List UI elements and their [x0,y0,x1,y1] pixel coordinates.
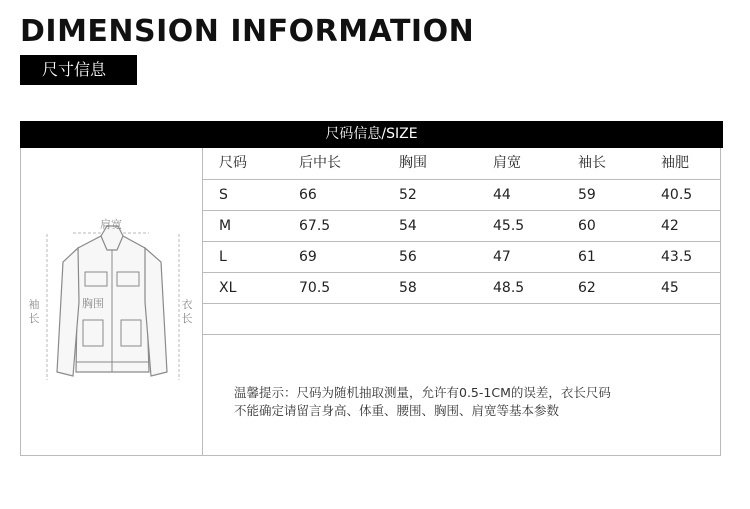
table-cell: 59 [578,187,596,203]
measurement-note [234,384,611,420]
column-header: 尺码 [219,155,247,171]
table-cell: 69 [299,249,317,265]
note-line-2: 不能确定请留言身高、体重、腰围、胸围、肩宽等基本参数 [234,403,560,418]
column-header: 胸围 [399,155,427,171]
size-table [203,148,721,335]
table-cell: 40.5 [661,187,693,203]
table-cell: 43.5 [661,249,693,265]
table-cell: 66 [299,187,317,203]
column-header: 肩宽 [493,155,521,171]
table-cell: 56 [399,249,417,265]
note-line-1: 温馨提示：尺码为随机抽取测量，允许有0.5-1CM的误差，衣长尺码 [234,385,611,400]
table-cell: 58 [399,280,417,296]
table-cell: 47 [493,249,511,265]
jacket-diagram [21,200,201,400]
table-cell: L [219,249,227,265]
column-header: 后中长 [299,155,341,171]
sleeve-label-1: 袖 [28,298,40,311]
length-label-1: 衣 [181,298,193,311]
size-card [20,121,721,456]
table-cell: 52 [399,187,417,203]
table-cell: 60 [578,218,596,234]
shoulder-label: 肩宽 [100,218,122,231]
table-cell: 45.5 [493,218,525,234]
table-cell: 42 [661,218,679,234]
table-row [203,211,721,242]
column-header: 袖长 [578,155,606,171]
table-cell: M [219,218,232,234]
table-cell: XL [219,280,237,296]
table-row [203,242,721,273]
table-row [203,180,721,211]
table-cell: 44 [493,187,511,203]
page-title: DIMENSION INFORMATION [20,14,475,49]
section-tab: 尺寸信息 [20,55,137,85]
column-header: 袖肥 [661,155,689,171]
table-cell: 45 [661,280,679,296]
table-cell: 62 [578,280,596,296]
sleeve-label-2: 长 [28,312,40,325]
table-row [203,273,721,304]
length-label-2: 长 [181,312,193,325]
empty-row [203,304,721,335]
size-table-title: 尺码信息/SIZE [20,121,723,148]
table-cell: 70.5 [299,280,331,296]
jacket-diagram-pane [21,148,203,456]
table-cell: 48.5 [493,280,525,296]
table-cell: 67.5 [299,218,331,234]
chest-label: 胸围 [82,297,104,310]
table-header-row [203,148,721,180]
table-cell: S [219,187,228,203]
table-cell: 61 [578,249,596,265]
table-cell: 54 [399,218,417,234]
